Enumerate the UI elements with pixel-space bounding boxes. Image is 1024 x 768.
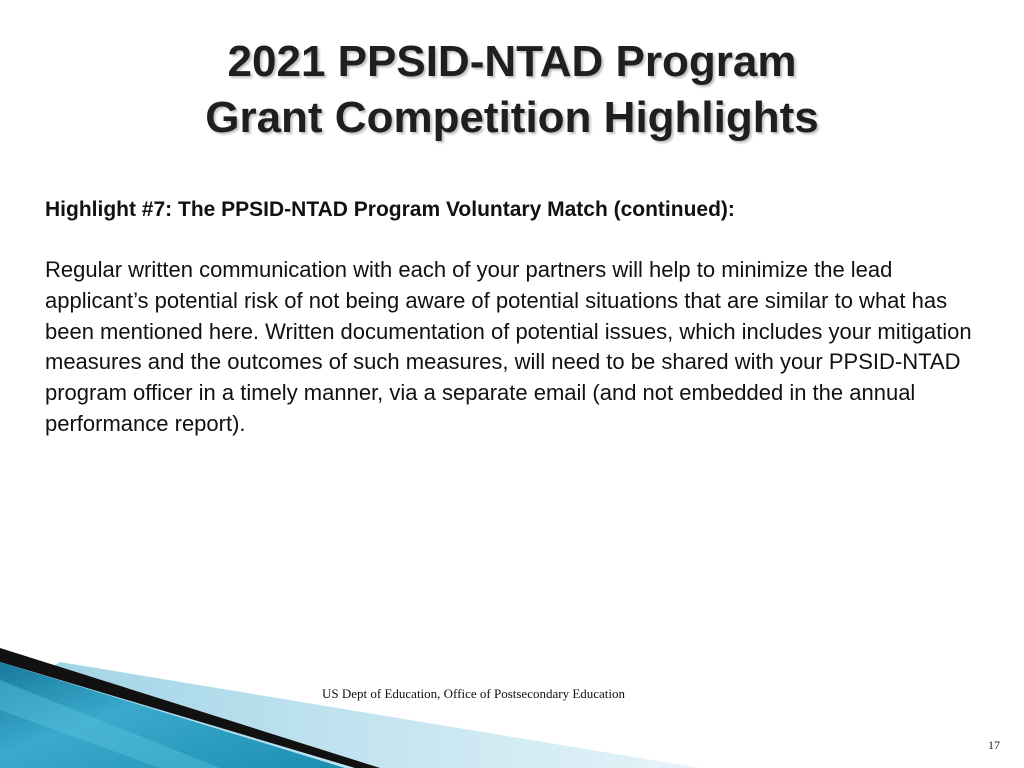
footer-text: US Dept of Education, Office of Postsecondary Education bbox=[322, 686, 626, 701]
decorative-swoosh bbox=[0, 640, 700, 768]
title-line-1: 2021 PPSID-NTAD Program bbox=[227, 37, 797, 86]
title-line-2: Grant Competition Highlights bbox=[205, 93, 819, 142]
slide-content bbox=[45, 195, 985, 440]
highlight-heading: Highlight #7: The PPSID-NTAD Program Voluntary Match (continued): bbox=[45, 198, 735, 221]
highlight-body: Regular written communication with each of your partners will help to minimize the lead applicant’s potential risk of not being aware of potential situations that are similar to what has been mentioned here. Written documentation of potential issues, which includes your mitigation measures and the outcomes of such measures, will need to be shared with your PPSID-NTAD program officer in a timely manner, via a separate email (and not embedded in the annual performance report). bbox=[45, 257, 972, 436]
slide-title bbox=[0, 34, 1024, 146]
page-number: 17 bbox=[988, 738, 1000, 752]
